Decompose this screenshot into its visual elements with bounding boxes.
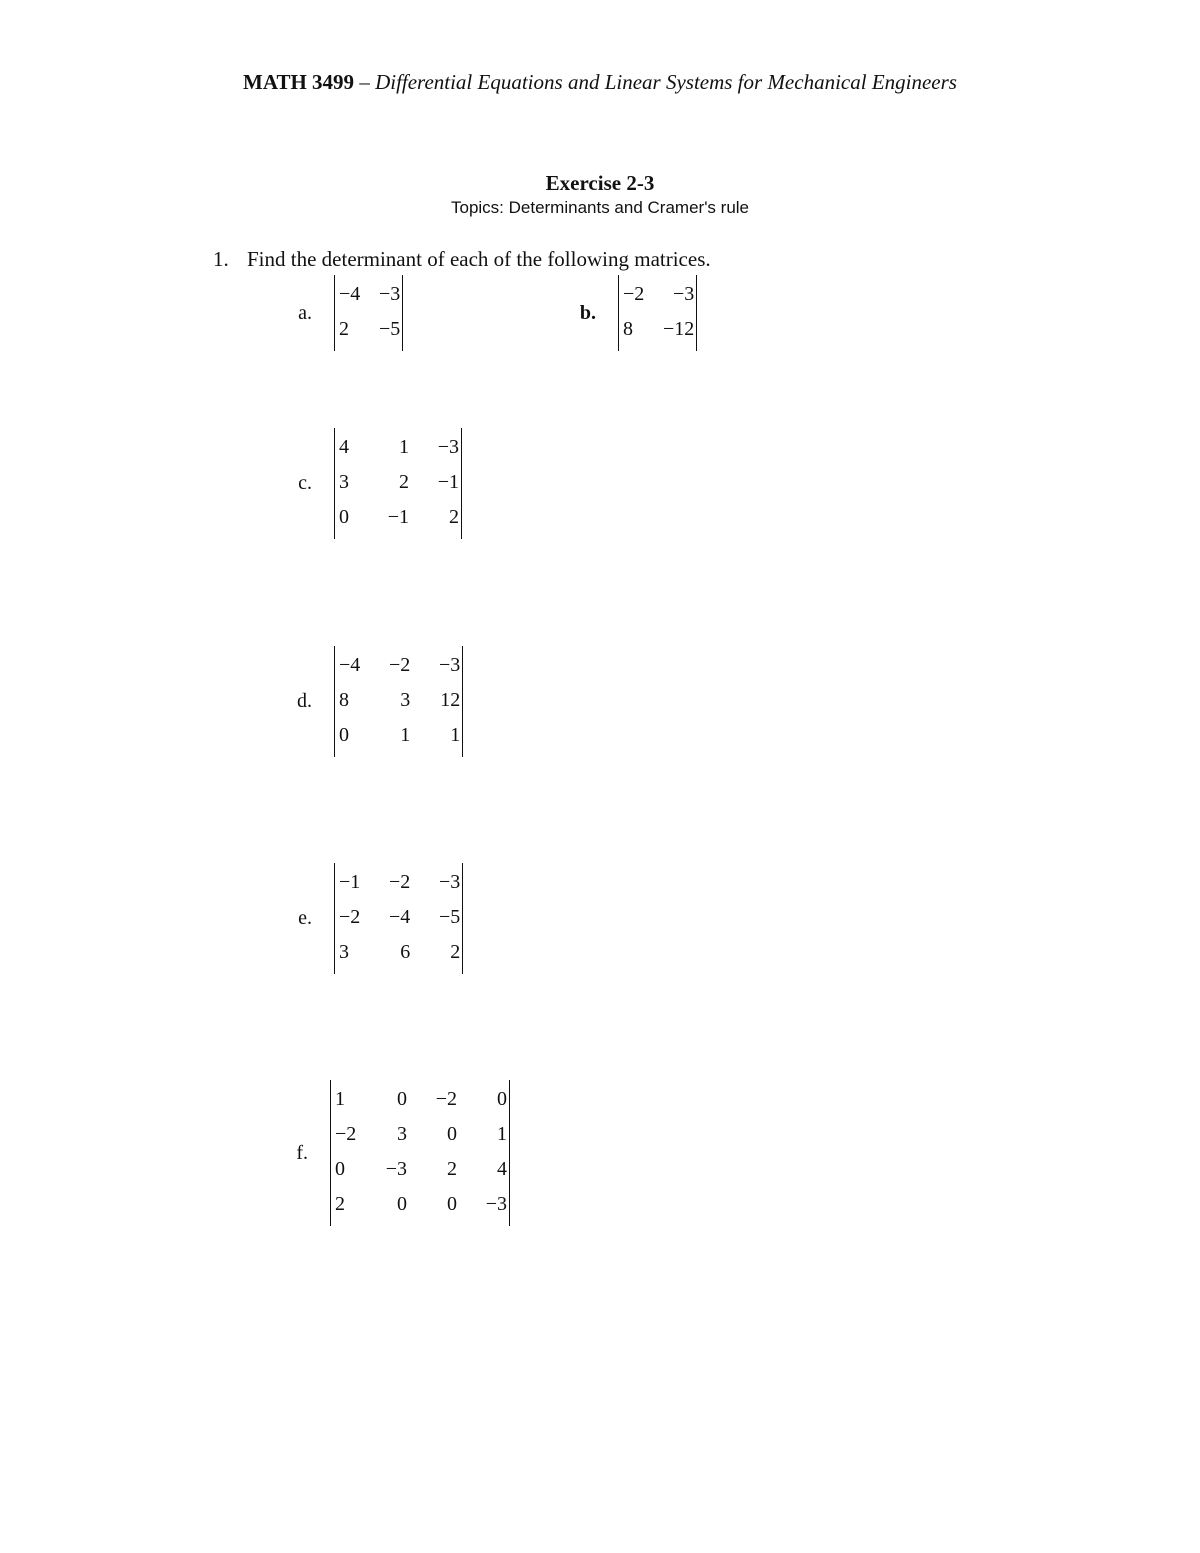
matrix-cell: −12	[663, 318, 695, 340]
matrix-cell: −3	[439, 871, 461, 893]
problem-label-a: a.	[298, 301, 312, 324]
problem-label-f: f.	[296, 1141, 308, 1164]
matrix-cell: −3	[385, 1158, 407, 1180]
problem-e	[270, 863, 463, 974]
matrix-row	[335, 1082, 507, 1117]
matrix-row	[335, 1117, 507, 1152]
problem-c	[270, 428, 462, 539]
matrix-cell: −1	[339, 871, 361, 893]
matrix-cell: 2	[450, 941, 461, 963]
matrix-cell: 2	[339, 318, 349, 340]
matrix-row	[339, 683, 460, 718]
matrix-row	[339, 648, 460, 683]
determinant-c	[334, 428, 462, 539]
matrix-row	[339, 500, 459, 535]
course-title: Differential Equations and Linear Systems for Mechanical Engineers	[375, 70, 957, 94]
matrix-row	[623, 312, 694, 347]
matrix-cell: −2	[623, 283, 645, 305]
matrix-cell: 2	[449, 506, 459, 528]
problem-label-e: e.	[298, 907, 312, 929]
matrix-row	[335, 1152, 507, 1187]
matrix-row	[339, 277, 400, 312]
matrix-row	[335, 1187, 507, 1222]
matrix-cell: −2	[339, 906, 361, 928]
matrix-cell: 12	[440, 689, 461, 711]
matrix-cell: −2	[435, 1088, 457, 1110]
matrix-row	[339, 465, 459, 500]
exercise-title-block	[0, 170, 1200, 220]
matrix-cell: −4	[339, 654, 361, 676]
problem-f	[266, 1080, 510, 1226]
matrix-cell: 2	[399, 471, 409, 493]
matrix-cell: 3	[400, 689, 411, 711]
determinant-e	[334, 863, 463, 974]
matrix-row	[339, 935, 460, 970]
matrix-cell: 0	[497, 1088, 507, 1110]
matrix-cell: 3	[339, 471, 349, 493]
matrix-cell: 0	[447, 1193, 457, 1215]
question-text: Find the determinant of each of the following matrices.	[247, 247, 711, 271]
matrix-cell: −2	[389, 654, 411, 676]
matrix-cell: −1	[387, 506, 409, 528]
problem-d	[270, 646, 463, 757]
header-dash: –	[359, 70, 370, 94]
matrix-cell: 6	[400, 941, 411, 963]
page-header	[0, 70, 1200, 95]
exercise-title: Exercise 2-3	[545, 171, 655, 195]
matrix-row	[339, 865, 460, 900]
matrix-cell: 8	[339, 689, 349, 711]
matrix-cell: 0	[397, 1193, 407, 1215]
determinant-f	[330, 1080, 510, 1226]
matrix-cell: 0	[335, 1158, 345, 1180]
problem-label-b: b.	[579, 301, 596, 324]
problem-a	[270, 275, 403, 351]
matrix-cell: 3	[397, 1123, 407, 1145]
matrix-cell: −2	[389, 871, 411, 893]
matrix-cell: −5	[439, 906, 461, 928]
matrix-cell: 1	[335, 1088, 345, 1110]
matrix-row	[339, 718, 460, 753]
exercise-topics: Topics: Determinants and Cramer's rule	[450, 198, 750, 217]
matrix-cell: −4	[389, 906, 411, 928]
matrix-cell: 0	[397, 1088, 407, 1110]
matrix-cell: 1	[450, 724, 461, 746]
course-code: MATH 3499	[243, 70, 355, 94]
matrix-cell: 4	[339, 436, 349, 458]
matrix-row	[339, 900, 460, 935]
matrix-cell: 0	[339, 506, 349, 528]
determinant-b	[618, 275, 697, 351]
matrix-row	[339, 312, 400, 347]
determinant-a	[334, 275, 403, 351]
question-1	[213, 247, 711, 272]
problem-label-c: c.	[298, 472, 312, 494]
matrix-cell: −5	[379, 318, 401, 340]
matrix-cell: 2	[335, 1193, 345, 1215]
matrix-cell: −2	[335, 1123, 357, 1145]
matrix-cell: 3	[339, 941, 349, 963]
matrix-cell: −4	[339, 283, 361, 305]
problem-b	[554, 275, 697, 351]
matrix-cell: 1	[400, 724, 411, 746]
matrix-cell: 1	[497, 1123, 507, 1145]
question-number: 1.	[213, 247, 229, 271]
matrix-cell: −3	[437, 436, 459, 458]
determinant-d	[334, 646, 463, 757]
matrix-cell: −3	[673, 283, 695, 305]
matrix-cell: 4	[497, 1158, 507, 1180]
matrix-cell: 0	[447, 1123, 457, 1145]
matrix-cell: −3	[485, 1193, 507, 1215]
problem-label-d: d.	[297, 690, 312, 712]
matrix-cell: 8	[623, 318, 633, 340]
matrix-cell: 1	[399, 436, 409, 458]
matrix-cell: −3	[379, 283, 401, 305]
matrix-row	[339, 430, 459, 465]
matrix-cell: −3	[439, 654, 461, 676]
matrix-cell: −1	[437, 471, 459, 493]
matrix-row	[623, 277, 694, 312]
matrix-cell: 2	[447, 1158, 457, 1180]
matrix-cell: 0	[339, 724, 349, 746]
